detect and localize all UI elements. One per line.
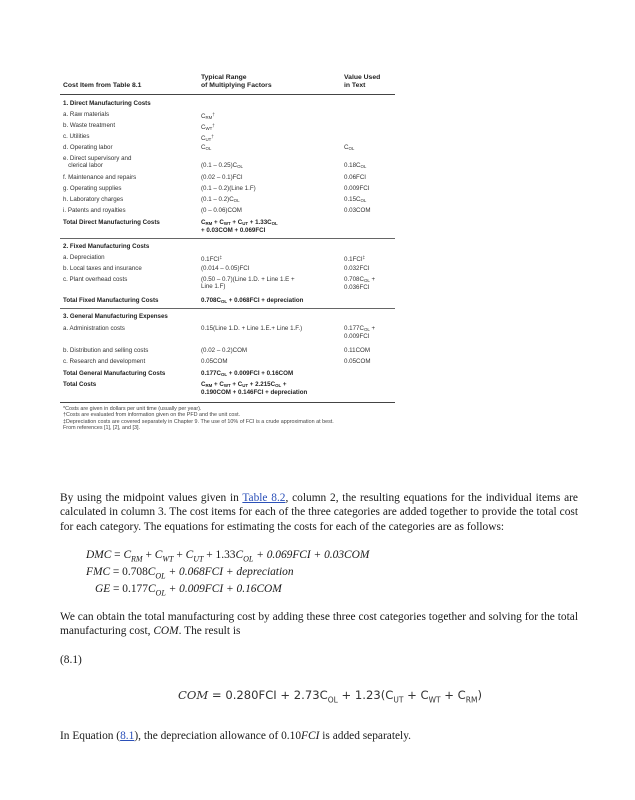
equation-number: (8.1) bbox=[60, 654, 82, 666]
table-rule bbox=[60, 94, 395, 95]
equation-ge: GE = $0.177C_{OL} + 0.009FCI + 0.16COM$ bbox=[95, 583, 282, 598]
equation-fmc: FMC = $0.708C_{OL} + 0.068FCI$ + depreciation bbox=[86, 566, 294, 581]
section-title: 3. General Manufacturing Expenses bbox=[63, 313, 168, 320]
body-paragraph: We can obtain the total manufacturing cost by adding these three cost categories together and solving for the total manufacturing cost, COM. The result is bbox=[60, 611, 578, 638]
body-paragraph: By using the midpoint values given in Table 8.2, column 2, the resulting equations for the individual items are calculated in column 3. The cost items for each of the three categories are added together to provide the total cost for each category. The equations for estimating the costs for each of the categories are as follows: bbox=[60, 492, 578, 533]
body-paragraph: In Equation (8.1), the depreciation allowance of 0.10FCI is added separately. bbox=[60, 730, 412, 742]
table-header-cost-item: Cost Item from Table 8.1 bbox=[63, 82, 142, 89]
table-rule bbox=[60, 238, 395, 239]
table-footnotes: *Costs are given in dollars per unit time (usually per year). †Costs are evaluated from information given on the PFD and the unit cost. ‡Depreciation costs are covered separately in Chapter 9. The use of 10% of FCI is a crude approximation at best. From references [1], [2], and [3]. bbox=[63, 406, 334, 432]
table-rule bbox=[60, 402, 395, 403]
section-title: 2. Fixed Manufacturing Costs bbox=[63, 243, 150, 250]
equation-link[interactable]: 8.1 bbox=[120, 730, 135, 742]
table-link[interactable]: Table 8.2 bbox=[242, 492, 286, 504]
cost-factors-table: Cost Item from Table 8.1 Typical Range of Multiplying Factors Value Used in Text 1. Direct Manufacturing Costs a. Raw materials $C_{RM}^\dagger$ b. Waste treatment $C_{WT}^\dagger$ c. Utilities $C_{UT}^\dagger$ d. Operating labor $C_{OL}$ $C_{OL}$ e. Direct supervisory and clerical labor $(0.1 - 0.25)C_{OL}$ $0.18C_{OL}$ f. Maintenance and repairs (0.02 – 0.1)FCI 0.06FCI g. Operating supplies (0.1 – 0.2)(Line 1.F) 0.009FCI h. Laboratory charges $(0.1 - 0.2)C_{OL}$ $0.15C_{OL}$ i. Patents and royalties (0 – 0.06)COM 0.03COM Total Direct Manufacturing Costs $C_{RM} + C_{WT} + C_{UT} + 1.33C_{OL}$ + 0.03COM + 0.069FCI 2. Fixed Manufacturing Costs a. Depreciation 0.1FCI‡ 0.1FCI‡ b. Local taxes and insurance (0.014 – 0.05)FCI 0.032FCI c. Plant overhead costs (0.50 – 0.7)(Line 1.D. + Line 1.E + Line 1.F) $0.708C_{OL}$ + 0.036FCI Total Fixed Manufacturing Costs $0.708C_{OL} + 0.068FCI$ + depreciation 3. General Manufacturing Expenses a. Administration costs 0.15(Line 1.D. + Line 1.E.+ Line 1.F.) $0.177C_{OL}$ + 0.009FCI b. Distribution and selling costs (0.02 – 0.2)COM 0.11COM c. Research and development 0.05COM 0.05COM Total General Manufacturing Costs $0.177C_{OL} + 0.009FCI + 0.16COM$ Total Costs $C_{RM} + C_{WT} + C_{UT} + 2.215C_{OL}$ + 0.190COM + 0.146FCI + depreciation *Costs are given in dollars per unit time (usually per year). †Costs are evaluated from information given on the PFD and the unit cost. ‡Depreciation costs are covered separately in Chapter 9. The use of 10% of FCI is a crude approximation at best. From references [1], [2], and [3]. bbox=[60, 68, 395, 448]
equation-com: COM = $0.280FCI + 2.73C_{OL} + 1.23(C_{UT} + C_{WT} + C_{RM})$ bbox=[178, 688, 482, 705]
equation-dmc: DMC = $C_{RM} + C_{WT} + C_{UT} + 1.33C_{OL} + 0.069FCI + 0.03COM$ bbox=[86, 549, 370, 564]
table-header-range: Typical Range of Multiplying Factors bbox=[201, 74, 272, 89]
table-header-value: Value Used in Text bbox=[344, 74, 381, 89]
section-title: 1. Direct Manufacturing Costs bbox=[63, 100, 151, 107]
table-rule bbox=[60, 308, 395, 309]
